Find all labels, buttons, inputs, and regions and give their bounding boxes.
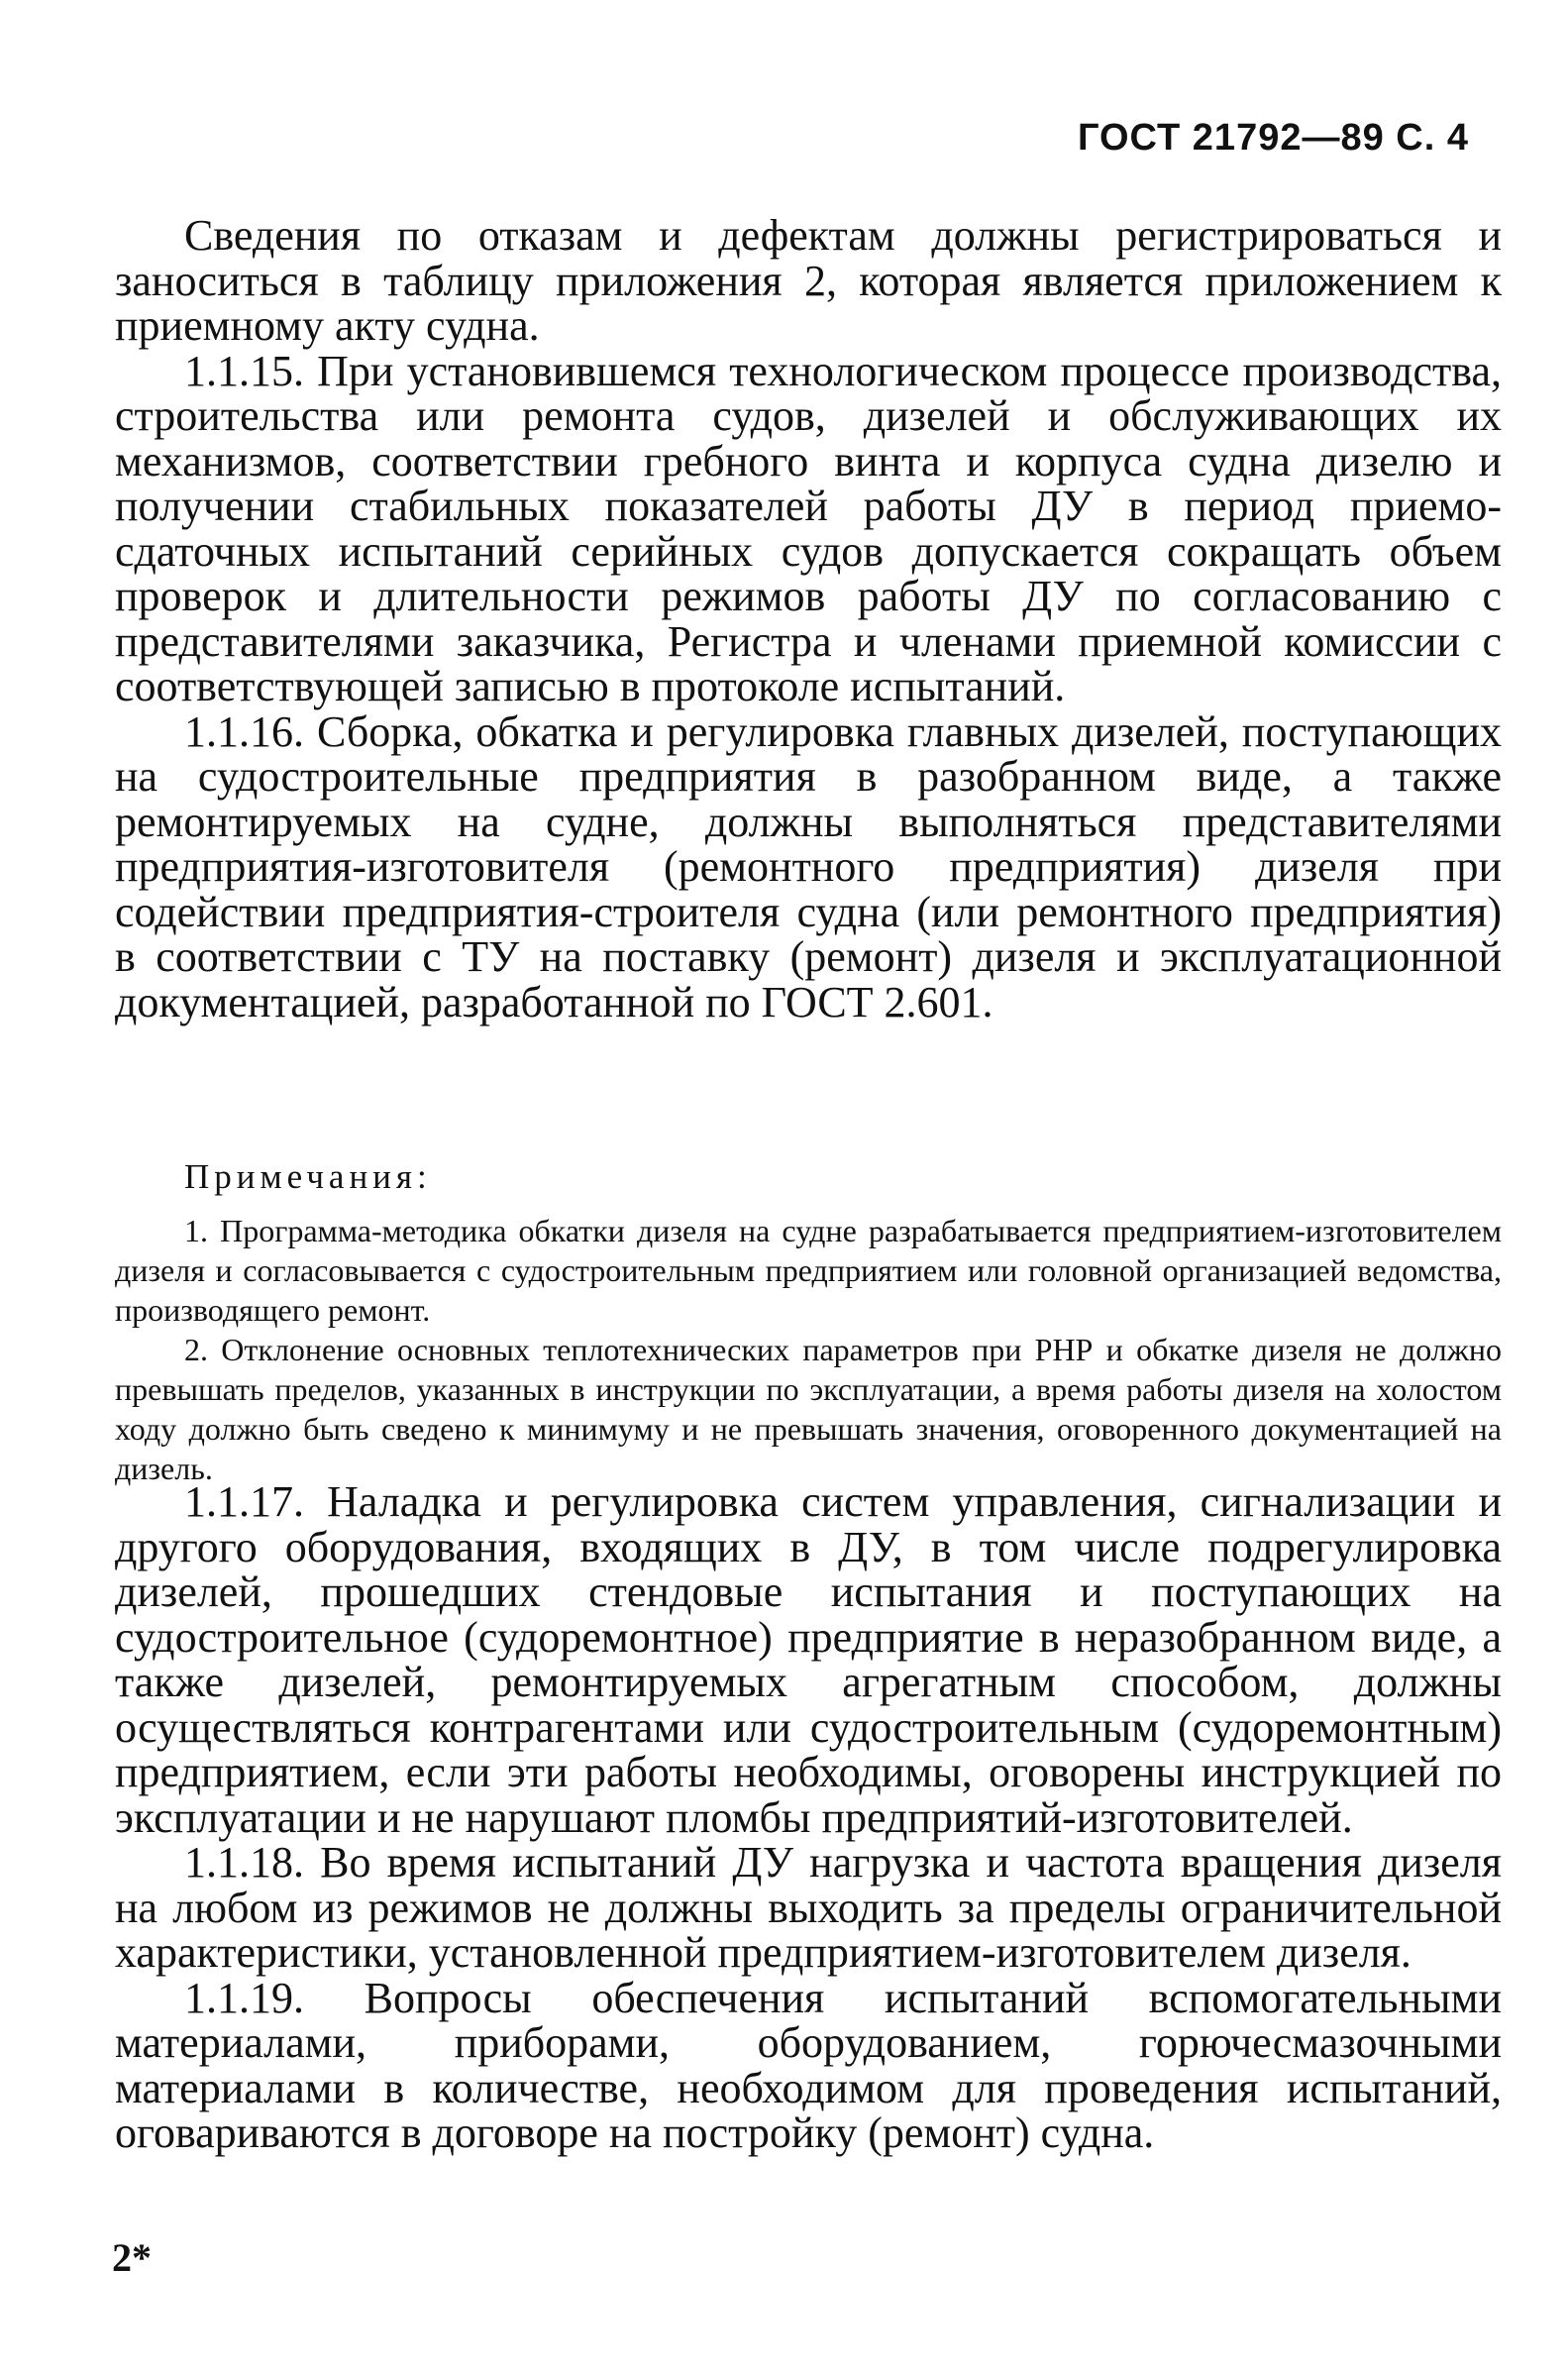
paragraph-1-1-19: 1.1.19. Вопросы обеспечения испытаний вспомогательными материалами, приборами, оборудованием, горючесмазочными материалами в количестве, необходимом для проведения испытаний, оговариваются в договоре на постройку (ремонт) судна. [115, 1973, 1502, 2157]
note-1: 1. Программа-методика обкатки дизеля на судне разрабатывается предприятием-изготовителем дизеля и согласовывается с судостроительным предприятием или головной организацией ведомства, производящего ремонт. [115, 1213, 1502, 1328]
notes-title: Примечания: [184, 1157, 432, 1196]
paragraph-defects: Сведения по отказам и дефектам должны регистрироваться и заноситься в таблицу приложения 2, которая является приложением к приемному акту судна. [115, 211, 1502, 350]
note-2: 2. Отклонение основных теплотехнических параметров при РНР и обкатке дизеля не должно превышать пределов, указанных в инструкции по эксплуатации, а время работы дизеля на холостом ходу должно быть сведено к минимуму и не превышать значения, оговоренного документацией на дизель. [115, 1332, 1502, 1486]
paragraph-1-1-18: 1.1.18. Во время испытаний ДУ нагрузка и частота вращения дизеля на любом из режимов не должны выходить за пределы ограничительной характеристики, установленной предприятием-изготовителем дизеля. [115, 1838, 1502, 1977]
notes-section [115, 1157, 1502, 1488]
paragraph-1-1-17: 1.1.17. Наладка и регулировка систем управления, сигнализации и другого оборудования, входящих в ДУ, в том числе подрегулировка дизелей, прошедших стендовые испытания и поступающих на судостроительное (судоремонтное) предприятие в неразобранном виде, а также дизелей, ремонтируемых агрегатным способом, должны осуществляться контрагентами или судостроительным (судоремонтным) предприятием, если эти работы необходимы, оговорены инструкцией по эксплуатации и не нарушают пломбы предприятий-изготовителей. [115, 1477, 1502, 1842]
main-section-2 [115, 1479, 1502, 2156]
main-section-1 [115, 213, 1502, 1025]
page-header: ГОСТ 21792—89 С. 4 [1077, 117, 1469, 159]
page-signature-mark: 2* [112, 2235, 152, 2280]
paragraph-1-1-15: 1.1.15. При установившемся технологическом процессе производства, строительства или ремонта судов, дизелей и обслуживающих их механизмов, соответствии гребного винта и корпуса судна дизелю и получении стабильных показателей работы ДУ в период приемо-сдаточных испытаний серийных судов допускается сокращать объем проверок и длительности режимов работы ДУ по согласованию с представителями заказчика, Регистра и членами приемной комиссии с соответствующей записью в протоколе испытаний. [115, 346, 1502, 710]
paragraph-1-1-16: 1.1.16. Сборка, обкатка и регулировка главных дизелей, поступающих на судостроительные предприятия в разобранном виде, а также ремонтируемых на судне, должны выполняться представителями предприятия-изготовителя (ремонтного предприятия) дизеля при содействии предприятия-строителя судна (или ремонтного предприятия) в соответствии с ТУ на поставку (ремонт) дизеля и эксплуатационной документацией, разработанной по ГОСТ 2.601. [115, 706, 1502, 1026]
